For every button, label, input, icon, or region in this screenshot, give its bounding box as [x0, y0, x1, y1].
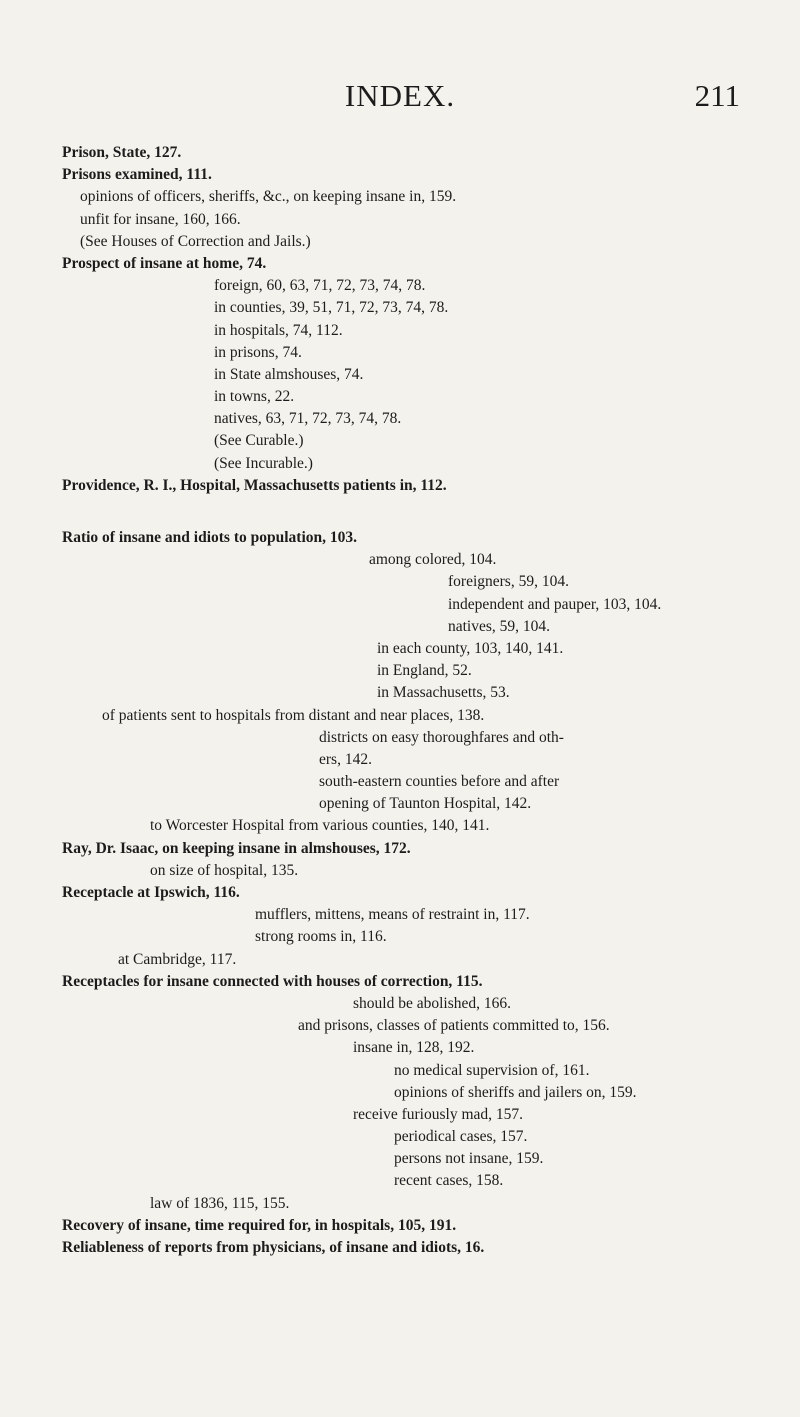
- index-subentry: law of 1836, 115, 155.: [150, 1194, 290, 1212]
- index-subentry: foreign, 60, 63, 71, 72, 73, 74, 78.: [214, 277, 426, 295]
- index-entry: Receptacle at Ipswich, 116.: [62, 884, 240, 901]
- index-subentry: unfit for insane, 160, 166.: [80, 210, 241, 228]
- index-subentry: on size of hospital, 135.: [150, 861, 299, 879]
- index-subentry: mufflers, mittens, means of restraint in, 117.: [255, 906, 530, 924]
- index-subentry: recent cases, 158.: [394, 1172, 504, 1190]
- index-subentry: south-eastern counties before and after: [319, 773, 560, 791]
- index-subentry: insane in, 128, 192.: [353, 1039, 475, 1057]
- index-subentry: periodical cases, 157.: [394, 1128, 528, 1146]
- index-cross-reference: (See Curable.): [214, 432, 304, 450]
- index-entry: Prison, State, 127.: [62, 144, 182, 161]
- index-subentry: persons not insane, 159.: [394, 1150, 544, 1168]
- index-subentry: districts on easy thoroughfares and oth-: [319, 728, 564, 746]
- index-subentry: foreigners, 59, 104.: [448, 573, 569, 591]
- index-subentry: independent and pauper, 103, 104.: [448, 595, 662, 613]
- index-cross-reference: (See Houses of Correction and Jails.): [80, 232, 311, 250]
- index-subentry: in prisons, 74.: [214, 343, 302, 361]
- index-entries: [62, 142, 782, 1259]
- index-subentry: in England, 52.: [377, 662, 472, 680]
- index-entry: Ray, Dr. Isaac, on keeping insane in almshouses, 172.: [62, 839, 411, 857]
- index-subentry: in State almshouses, 74.: [214, 365, 364, 383]
- index-entry: Recovery of insane, time required for, in hospitals, 105, 191.: [62, 1216, 457, 1234]
- index-subentry: among colored, 104.: [369, 551, 497, 569]
- index-subentry: in towns, 22.: [214, 388, 295, 406]
- index-entry: Receptacles for insane connected with houses of correction, 115.: [62, 972, 483, 990]
- index-entry: Prisons examined, 111.: [62, 166, 212, 184]
- index-subentry: and prisons, classes of patients committed to, 156.: [298, 1017, 610, 1035]
- index-cross-reference: (See Incurable.): [214, 454, 313, 472]
- index-subentry: strong rooms in, 116.: [255, 928, 387, 946]
- index-entry: Reliableness of reports from physicians, of insane and idiots, 16.: [62, 1239, 485, 1256]
- index-subentry: at Cambridge, 117.: [118, 950, 237, 968]
- section-gap: [62, 497, 782, 527]
- index-subentry: of patients sent to hospitals from distant and near places, 138.: [102, 706, 485, 724]
- index-subentry: in hospitals, 74, 112.: [214, 321, 343, 339]
- index-subentry: natives, 63, 71, 72, 73, 74, 78.: [214, 410, 402, 428]
- index-subentry: in counties, 39, 51, 71, 72, 73, 74, 78.: [214, 299, 449, 317]
- index-subentry: should be abolished, 166.: [353, 994, 511, 1012]
- running-head: [0, 78, 800, 118]
- index-subentry: no medical supervision of, 161.: [394, 1061, 590, 1079]
- index-subentry: opinions of officers, sheriffs, &c., on keeping insane in, 159.: [80, 188, 457, 206]
- index-entry: Prospect of insane at home, 74.: [62, 254, 267, 272]
- index-subentry: to Worcester Hospital from various counties, 140, 141.: [150, 817, 490, 835]
- index-subentry: ers, 142.: [319, 750, 372, 768]
- page-title: INDEX.: [344, 78, 456, 113]
- index-entry: Providence, R. I., Hospital, Massachusetts patients in, 112.: [62, 476, 447, 494]
- index-subentry: receive furiously mad, 157.: [353, 1105, 524, 1123]
- index-subentry: natives, 59, 104.: [448, 617, 551, 635]
- page-number: 211: [694, 78, 740, 113]
- index-subentry: opening of Taunton Hospital, 142.: [319, 795, 532, 813]
- index-subentry: in each county, 103, 140, 141.: [377, 639, 564, 657]
- index-entry: Ratio of insane and idiots to population, 103.: [62, 529, 357, 546]
- index-subentry: opinions of sheriffs and jailers on, 159.: [394, 1083, 637, 1101]
- index-subentry: in Massachusetts, 53.: [377, 684, 510, 702]
